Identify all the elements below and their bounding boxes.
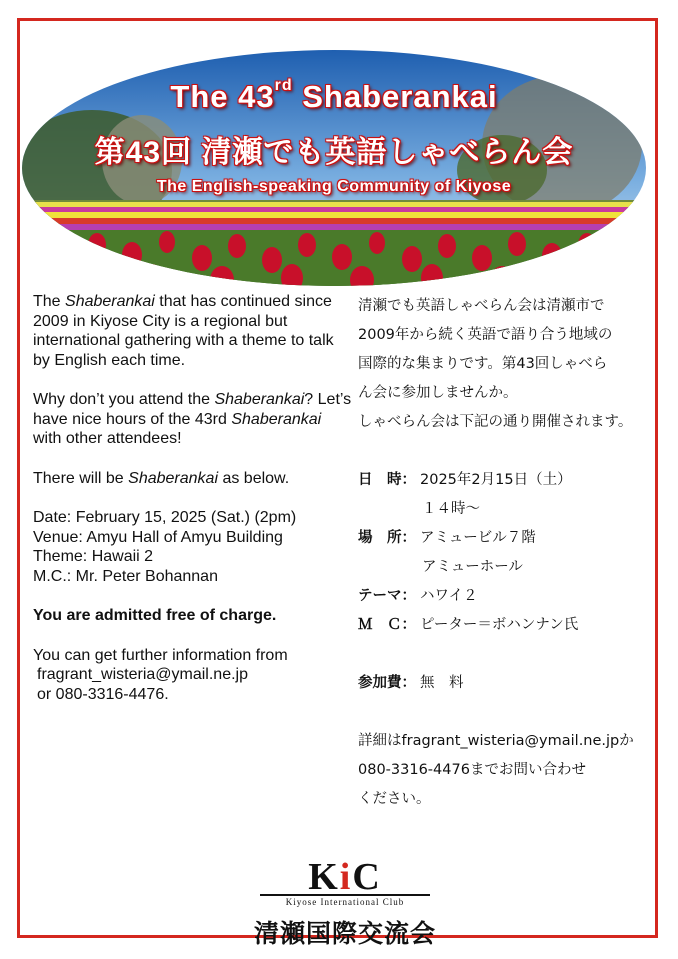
jp-theme-label: テーマ： [358,588,416,604]
japanese-column [358,292,658,814]
jp-contact-line: 080-3316-4476までお問い合わせ [358,762,586,778]
banner-title [22,79,646,115]
title-prefix: The 43 [170,79,275,114]
en-venue: Venue: Amyu Hall of Amyu Building [33,528,283,546]
title-suffix: Shaberankai [302,79,498,114]
banner-subtitle: The English-speaking Community of Kiyose [156,178,512,195]
jp-fee-value: 無 料 [420,675,464,691]
en-paragraph-intro [33,292,353,370]
text: that has continued since 2009 in Kiyose City is a regional but international gathering with a theme to talk by English each time. [33,293,334,369]
kic-logo-mark [240,856,450,898]
logo-subtitle: Kiyose International Club [285,897,405,907]
jp-mc-row [358,611,658,640]
text: There will be [33,469,129,487]
jp-date-value: 2025年2月15日（土） [420,472,572,488]
en-contact-email: fragrant_wisteria@ymail.ne.jp [37,666,248,683]
emphasis: Shaberankai [231,410,322,428]
emphasis: Shaberankai [214,391,305,408]
english-column [33,292,353,704]
logo-letter: K [308,856,340,898]
emphasis: Shaberankai [128,469,218,487]
jp-theme-row [358,582,658,611]
en-free-admission: You are admitted free of charge. [33,607,277,624]
text: ? Let’s have nice hours of the 43rd [33,391,352,428]
jp-theme-value: ハワイ２ [420,588,478,604]
en-contact-line1: You can get further information from [33,646,288,664]
jp-place-label: 場 所： [358,530,416,546]
title-ordinal: rd [274,77,293,94]
text: The [33,293,66,310]
en-contact-phone: or 080-3316-4476. [37,685,169,703]
jp-place-row [358,524,658,553]
logo-letter: C [352,856,382,898]
banner [22,50,646,286]
jp-intro-line: 国際的な集まりです。第43回しゃべら [358,356,608,372]
en-paragraph-below [33,469,353,489]
jp-date-label: 日 時： [358,472,416,488]
jp-fee-label: 参加費： [358,675,416,691]
en-date: Date: February 15, 2025 (Sat.) (2pm) [33,509,297,526]
text: Why don’t you attend the [33,391,215,408]
jp-contact-line: 詳細はfragrant_wisteria@ymail.ne.jpか [358,733,634,749]
emphasis: Shaberankai [65,293,155,310]
kic-logo [240,856,450,948]
jp-place-value: アミュービル７階 [420,530,536,546]
jp-mc-label: Ｍ Ｃ： [358,617,416,633]
text: with other attendees! [33,430,182,447]
jp-fee-row [358,669,658,698]
jp-place-hall: アミューホール [422,559,523,575]
jp-intro-line: 清瀬でも英語しゃべらん会は清瀬市で [358,298,605,314]
jp-mc-value: ピーター＝ボハンナン氏 [420,617,579,633]
jp-intro-line: しゃべらん会は下記の通り開催されます。 [358,414,633,430]
banner-title-jp: 第43回 清瀬でも英語しゃべらん会 [94,136,574,169]
text: as below. [218,469,290,487]
jp-intro-line: 2009年から続く英語で語り合う地域の [358,327,613,343]
logo-jp-name: 清瀬国際交流会 [253,919,436,948]
jp-intro-line: ん会に参加しませんか。 [358,385,518,401]
jp-date-row [358,466,658,495]
en-theme: Theme: Hawaii 2 [33,548,154,565]
jp-date-time: １４時〜 [422,501,480,517]
en-mc: M.C.: Mr. Peter Bohannan [33,567,218,585]
jp-contact-line: ください。 [358,791,431,807]
en-paragraph-invite [33,390,353,449]
logo-letter: i [339,856,353,898]
